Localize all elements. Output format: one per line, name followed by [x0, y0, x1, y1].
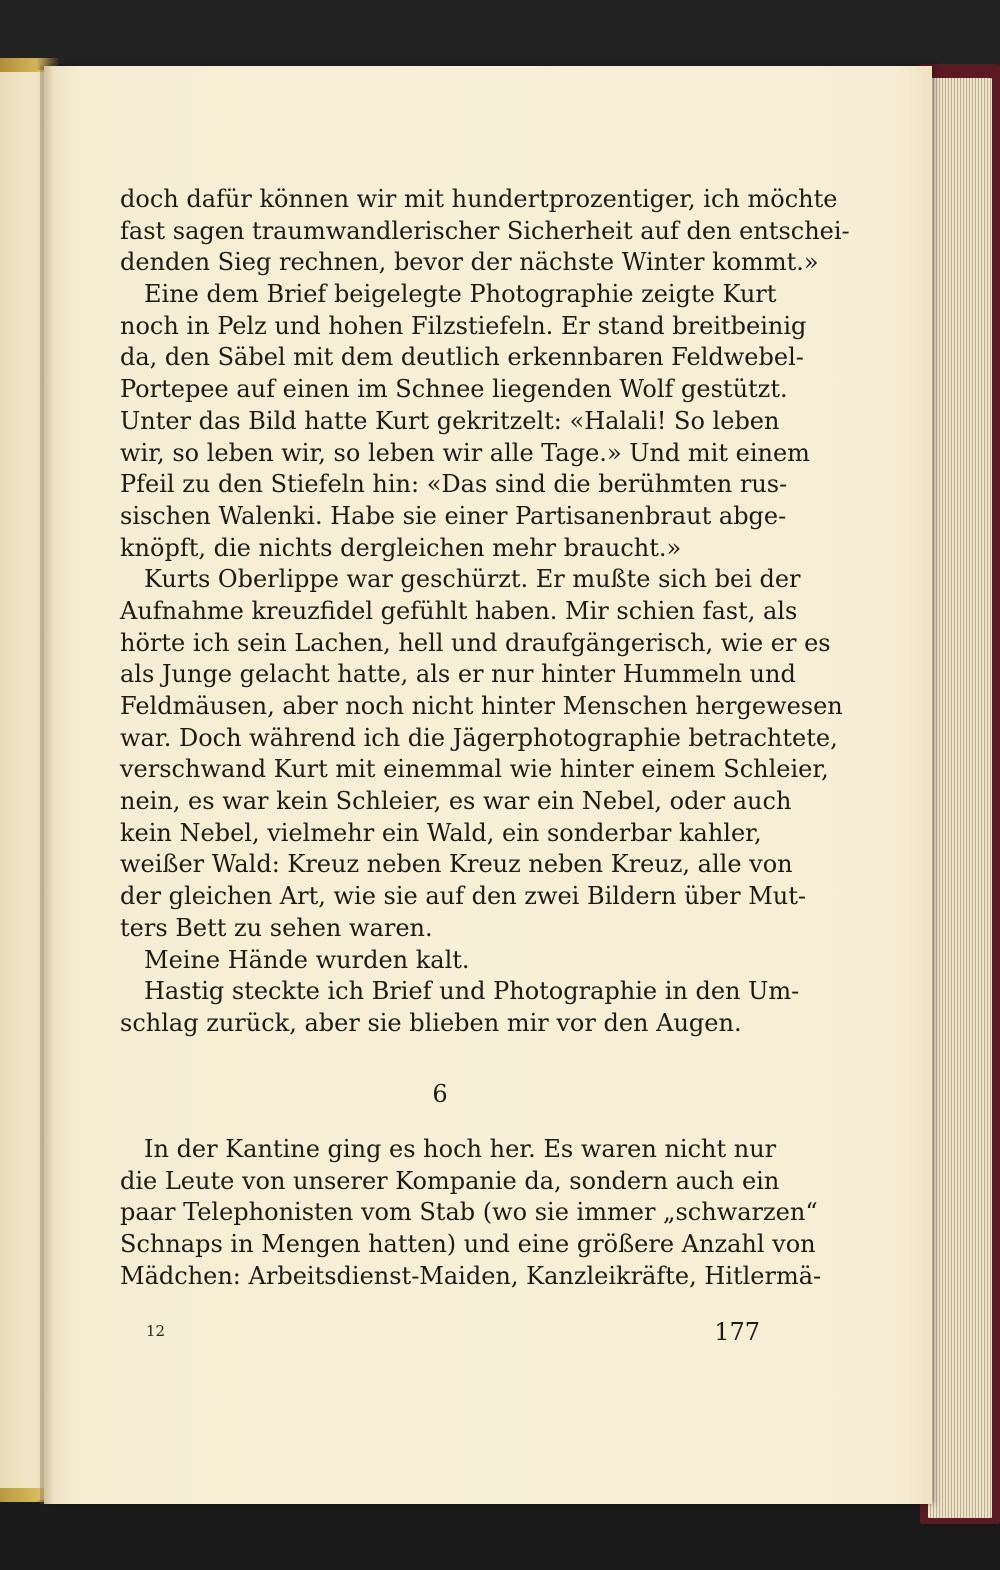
text-line: knöpft, die nichts dergleichen mehr braucht.» [120, 533, 682, 562]
text-line: verschwand Kurt mit einemmal wie hinter einem Schleier, [120, 755, 829, 784]
text-line: Hastig steckte ich Brief und Photographie in den Um- [144, 977, 800, 1006]
spine-shadow [40, 66, 54, 1504]
text-line: Eine dem Brief beigelegte Photographie zeigte Kurt [144, 280, 777, 309]
text-line: da, den Säbel mit dem deutlich erkennbaren Feldwebel- [120, 343, 804, 372]
text-line: denden Sieg rechnen, bevor der nächste Winter kommt.» [120, 248, 819, 277]
text-line: war. Doch während ich die Jägerphotographie betrachtete, [120, 723, 838, 752]
text-line: In der Kantine ging es hoch her. Es waren nicht nur [144, 1135, 777, 1163]
text-line: Feldmäusen, aber noch nicht hinter Menschen hergewesen [120, 692, 843, 720]
text-line: fast sagen traumwandlerischer Sicherheit auf den entschei- [120, 216, 850, 245]
text-line: die Leute von unserer Kompanie da, sondern auch ein [120, 1166, 780, 1195]
text-line: weißer Wald: Kreuz neben Kreuz neben Kreuz, alle von [120, 850, 793, 879]
text-line: schlag zurück, aber sie blieben mir vor den Augen. [120, 1008, 742, 1037]
body-text-part-2 [120, 1134, 822, 1292]
text-line: Mädchen: Arbeitsdienst-Maiden, Kanzleikräfte, Hitlermä- [120, 1261, 822, 1290]
text-line: Pfeil zu den Stiefeln hin: «Das sind die berühmten rus- [120, 470, 788, 499]
text-line: hörte ich sein Lachen, hell und draufgängerisch, wie er es [120, 628, 831, 657]
text-line: wir, so leben wir, so leben wir alle Tage.» Und mit einem [120, 438, 810, 467]
text-line: ters Bett zu sehen waren. [120, 913, 433, 942]
text-line: noch in Pelz und hohen Filzstiefeln. Er stand breitbeinig [120, 311, 807, 340]
body-text-part-1 [120, 184, 850, 1040]
text-line: der gleichen Art, wie sie auf den zwei Bildern über Mut- [120, 882, 807, 911]
text-line: Schnaps in Mengen hatten) und eine größere Anzahl von [120, 1230, 816, 1259]
text-line: kein Nebel, vielmehr ein Wald, ein sonderbar kahler, [120, 818, 762, 847]
text-line: doch dafür können wir mit hundertprozentiger, ich möchte [120, 185, 838, 213]
section-number: 6 [432, 1080, 448, 1108]
page-number: 177 [714, 1318, 760, 1346]
page-edges [928, 78, 992, 1518]
text-line: Kurts Oberlippe war geschürzt. Er mußte sich bei der [144, 565, 801, 594]
text-line: sischen Walenki. Habe sie einer Partisanenbraut abge- [120, 501, 787, 530]
signature-mark: 12 [146, 1322, 166, 1340]
text-line: Portepee auf einen im Schnee liegenden Wolf gestützt. [120, 375, 788, 404]
text-line: Aufnahme kreuzfidel gefühlt haben. Mir schien fast, als [120, 596, 798, 625]
text-line: Unter das Bild hatte Kurt gekritzelt: «Halali! So leben [120, 406, 780, 435]
text-line: nein, es war kein Schleier, es war ein Nebel, oder auch [120, 787, 792, 816]
text-line: paar Telephonisten vom Stab (wo sie immer „schwarzen“ [120, 1198, 818, 1227]
text-line: Meine Hände wurden kalt. [144, 945, 470, 974]
text-line: als Junge gelacht hatte, als er nur hinter Hummeln und [120, 660, 796, 689]
